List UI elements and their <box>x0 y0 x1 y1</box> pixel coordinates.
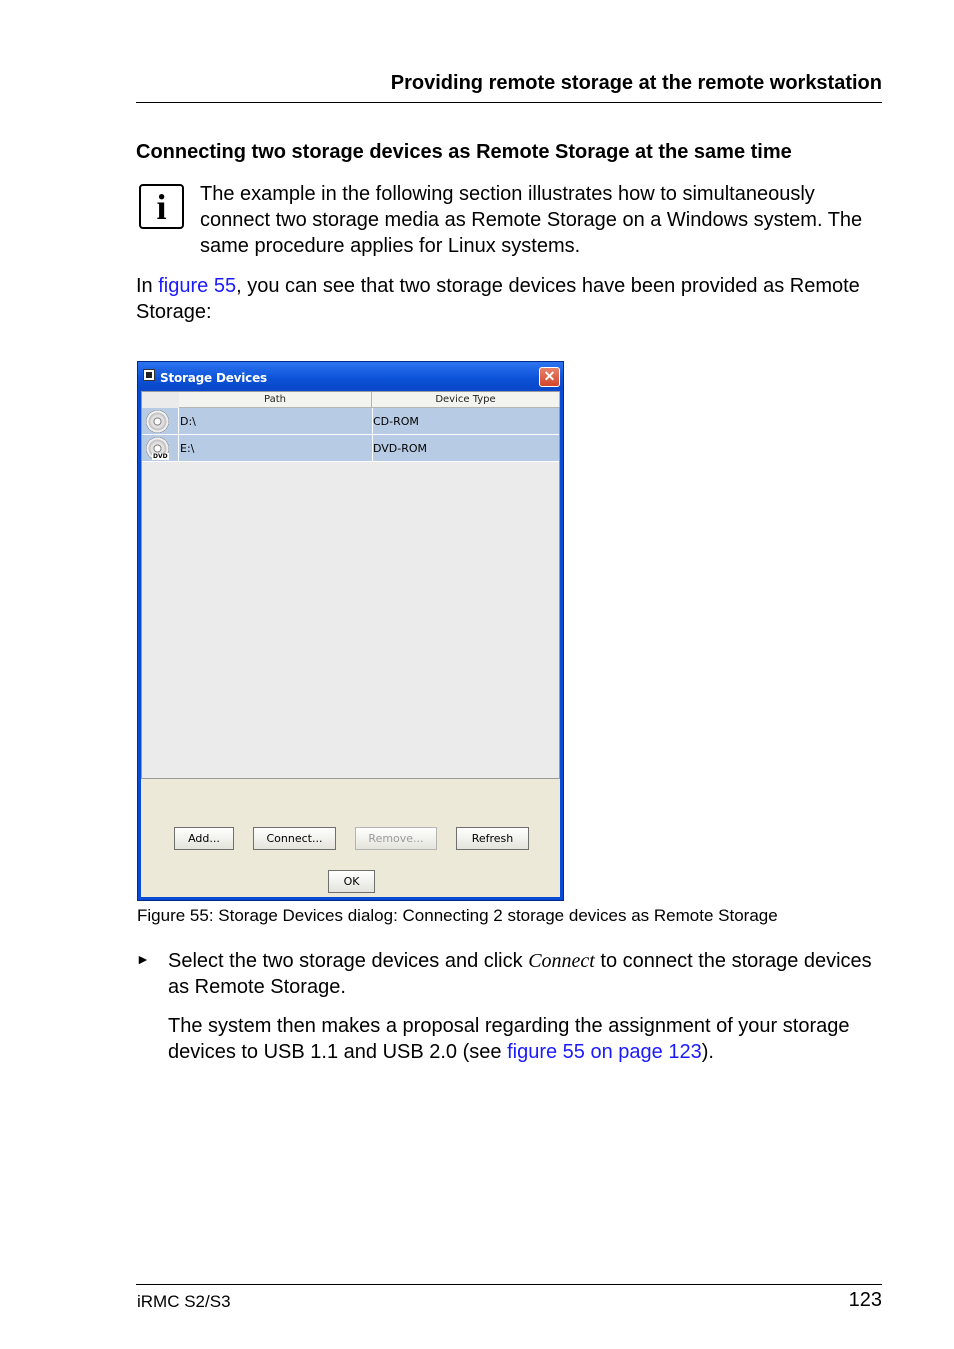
table-row[interactable] <box>142 435 559 462</box>
step-instruction <box>168 948 888 1000</box>
dialog-titlebar[interactable] <box>138 362 563 390</box>
remove-button[interactable]: Remove... <box>355 827 437 850</box>
row-device-type: DVD-ROM <box>373 442 428 455</box>
row-path: E:\ <box>180 442 195 455</box>
intro-text-after: , you can see that two storage devices have been provided as Remote Storage: <box>136 275 860 323</box>
dialog-client-area <box>141 391 560 897</box>
footer-product: iRMC S2/S3 <box>137 1292 231 1311</box>
connect-button[interactable]: Connect... <box>253 827 336 850</box>
column-header-path[interactable]: Path <box>179 392 372 407</box>
followup-paragraph <box>168 1013 868 1065</box>
row-path: D:\ <box>180 415 196 428</box>
storage-devices-table <box>141 391 560 779</box>
step-text-before: Select the two storage devices and click <box>168 950 529 972</box>
figure-link[interactable]: figure 55 <box>158 275 237 297</box>
dvd-icon-label: DVD <box>153 453 168 460</box>
table-header <box>179 392 559 408</box>
add-button[interactable]: Add... <box>174 827 234 850</box>
footer-rule <box>136 1284 882 1285</box>
followup-text-before: The system then makes a proposal regarding the assignment of your storage devices to USB 1.1 and USB 2.0 (see <box>168 1015 850 1063</box>
figure-caption: Figure 55: Storage Devices dialog: Connecting 2 storage devices as Remote Storage <box>137 906 778 925</box>
bullet-arrow-icon: ► <box>136 951 150 967</box>
info-note: The example in the following section illustrates how to simultaneously connect two storage media as Remote Storage on a Windows system. The same procedure applies for Linux systems. <box>200 183 863 257</box>
column-header-device-type[interactable]: Device Type <box>372 392 560 407</box>
followup-text-after: ). <box>701 1041 714 1063</box>
row-device-type: CD-ROM <box>373 415 419 428</box>
table-row[interactable] <box>142 408 559 435</box>
intro-text-before: In <box>136 275 159 297</box>
intro-paragraph <box>136 273 896 325</box>
refresh-button[interactable]: Refresh <box>456 827 529 850</box>
info-icon: i <box>139 184 184 229</box>
cd-icon <box>146 410 169 433</box>
page-number: 123 <box>848 1289 882 1311</box>
app-icon <box>143 369 155 381</box>
running-header: Providing remote storage at the remote workstation <box>390 72 882 94</box>
ok-button[interactable]: OK <box>328 870 375 893</box>
connect-term: Connect <box>528 950 595 972</box>
step-text-after: to connect the storage devices as Remote Storage. <box>168 950 872 998</box>
section-title: Connecting two storage devices as Remote Storage at the same time <box>136 141 792 163</box>
figure-page-link[interactable]: figure 55 on page 123 <box>507 1041 702 1063</box>
header-rule <box>136 102 882 103</box>
storage-devices-dialog <box>137 361 564 901</box>
dialog-title: Storage Devices <box>160 371 267 385</box>
close-button[interactable]: ✕ <box>539 367 560 387</box>
